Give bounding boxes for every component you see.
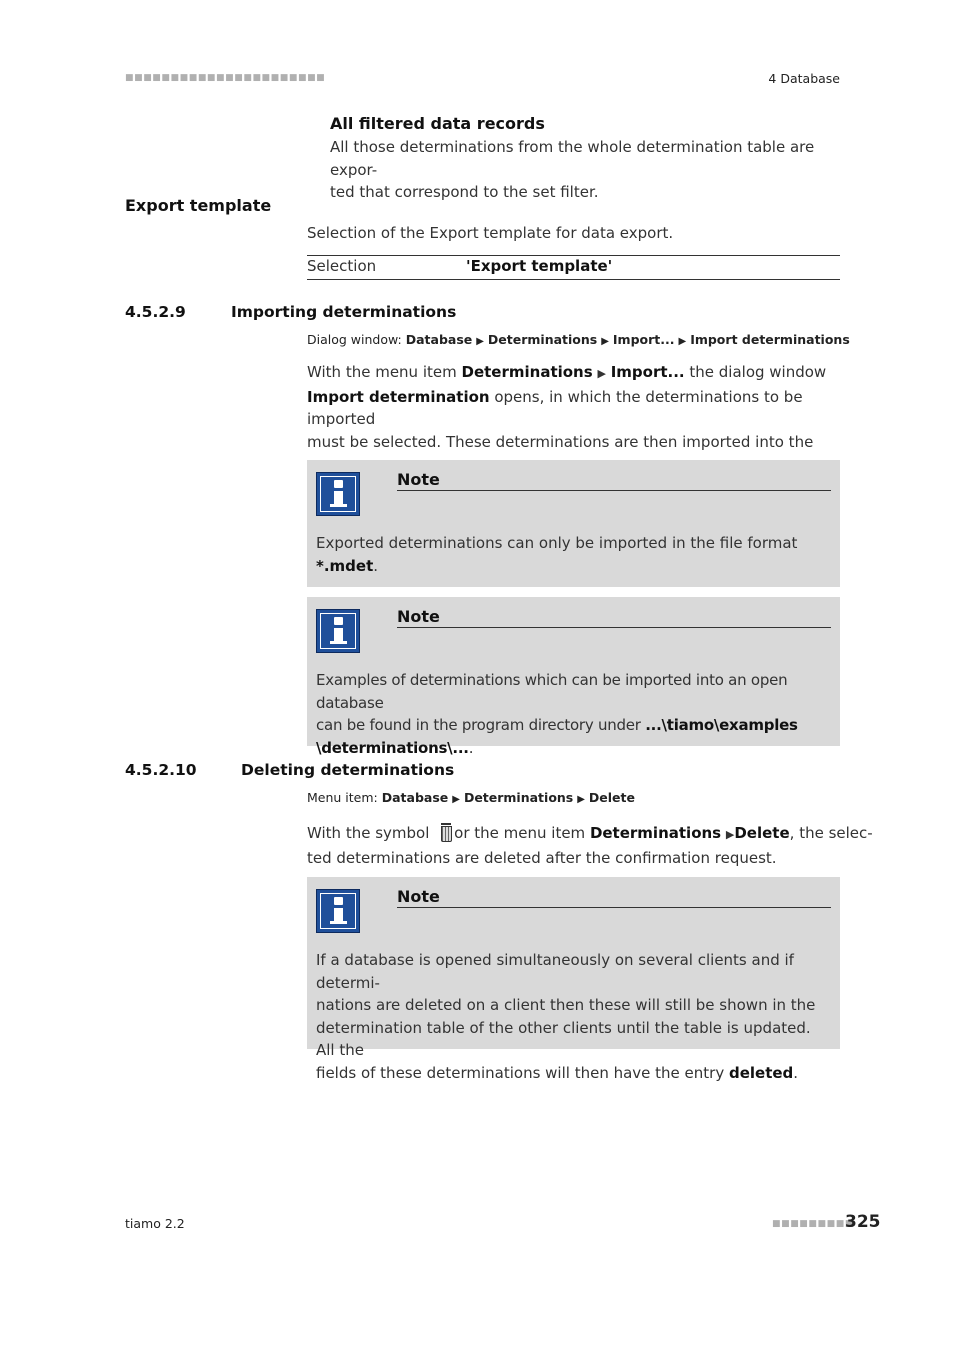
path-item: Determinations <box>463 790 574 805</box>
filtered-description <box>330 136 845 204</box>
section-title: Importing determinations <box>231 303 457 321</box>
note-text <box>316 532 831 577</box>
text-span: . <box>373 556 379 575</box>
page-number: 325 <box>845 1212 881 1232</box>
selection-label: Selection <box>307 257 377 275</box>
note-box <box>307 877 840 1082</box>
triangle-right-icon: ▶ <box>452 794 460 805</box>
section-number: 4.5.2.9 <box>125 303 186 321</box>
directory-path: ...\tiamo\examples <box>645 716 798 734</box>
text-span: the dialog window <box>684 363 827 381</box>
menu-item-import: Import... <box>610 363 685 381</box>
text-line <box>316 737 831 760</box>
note-box <box>307 597 840 757</box>
text-span: , the selec- <box>789 824 873 842</box>
dialog-name: Import determination <box>307 387 490 406</box>
text-line: nations are deleted on a client then these will still be shown in the <box>316 996 816 1014</box>
note-text <box>316 949 831 1084</box>
note-box <box>307 460 840 587</box>
section-number: 4.5.2.10 <box>125 761 197 779</box>
selection-value: 'Export template' <box>466 257 613 275</box>
menu-path <box>307 790 635 805</box>
header-decoration: ■■■■■■■■■■■■■■■■■■■■■■ <box>125 73 326 83</box>
text-line: If a database is opened simultaneously on several clients and if determi- <box>316 951 794 992</box>
text-span: With the symbol <box>307 824 435 842</box>
text-span: With the menu item <box>307 363 462 381</box>
footer-product: tiamo 2.2 <box>125 1216 185 1231</box>
text-line <box>316 714 831 737</box>
text-line: determination table of the other clients until the table is updated. All the <box>316 1018 811 1059</box>
triangle-right-icon: ▶ <box>725 828 735 841</box>
text-line: Exported determinations can only be imported in the file format <box>316 534 798 552</box>
path-prefix: Menu item: <box>307 790 382 805</box>
export-template-description: Selection of the Export template for data export. <box>307 224 674 242</box>
path-item: Import determinations <box>690 332 850 347</box>
text-line: All those determinations from the whole determination table are expor- <box>330 138 815 179</box>
triangle-right-icon: ▶ <box>601 336 609 347</box>
trash-icon <box>439 823 453 841</box>
info-icon <box>316 889 360 933</box>
path-item: Database <box>405 332 473 347</box>
text-line <box>307 822 873 847</box>
entry-value: deleted <box>728 1063 794 1082</box>
text-line <box>316 1062 831 1085</box>
text-line <box>307 361 847 386</box>
file-format: *.mdet <box>316 556 374 575</box>
path-item: Delete <box>588 790 635 805</box>
text-span: . <box>468 738 474 757</box>
text-span: fields of these determinations will then have the entry <box>316 1063 729 1082</box>
text-line <box>307 386 847 431</box>
selection-table <box>307 255 840 280</box>
dialog-path <box>307 332 850 347</box>
text-line: Examples of determinations which can be imported into an open database <box>316 671 788 712</box>
path-item: Database <box>381 790 449 805</box>
text-span: can be found in the program directory under <box>316 716 646 734</box>
note-title: Note <box>397 607 831 628</box>
menu-item-delete: Delete <box>734 824 790 842</box>
text-line: ted that correspond to the set filter. <box>330 183 599 201</box>
triangle-right-icon: ▶ <box>678 336 687 347</box>
header-chapter: 4 Database <box>768 71 840 86</box>
text-span: opens, in which the determinations to be imported <box>307 387 803 428</box>
directory-path: \determinations\... <box>316 738 469 757</box>
path-prefix: Dialog window: <box>307 332 406 347</box>
text-span: . <box>793 1063 799 1082</box>
note-text <box>316 669 831 759</box>
menu-item-determinations: Determinations <box>461 363 593 381</box>
info-icon <box>316 609 360 653</box>
text-line: ted determinations are deleted after the confirmation request. <box>307 848 777 867</box>
note-title: Note <box>397 470 831 491</box>
text-line: must be selected. These determinations are then imported into the <box>307 432 814 451</box>
menu-item-determinations: Determinations <box>589 824 722 842</box>
section-title: Deleting determinations <box>241 761 455 779</box>
delete-paragraph <box>307 822 873 869</box>
path-item: Determinations <box>487 332 598 347</box>
triangle-right-icon: ▶ <box>577 794 585 805</box>
info-icon <box>316 472 360 516</box>
note-title: Note <box>397 887 831 908</box>
export-template-heading: Export template <box>125 196 272 215</box>
text-line <box>316 555 831 578</box>
path-item: Import... <box>612 332 675 347</box>
footer-decoration: ■■■■■■■■■ <box>772 1219 854 1229</box>
triangle-right-icon: ▶ <box>597 367 606 380</box>
triangle-right-icon: ▶ <box>476 336 484 347</box>
filtered-title: All filtered data records <box>330 114 545 133</box>
text-span: or the menu item <box>454 824 590 842</box>
